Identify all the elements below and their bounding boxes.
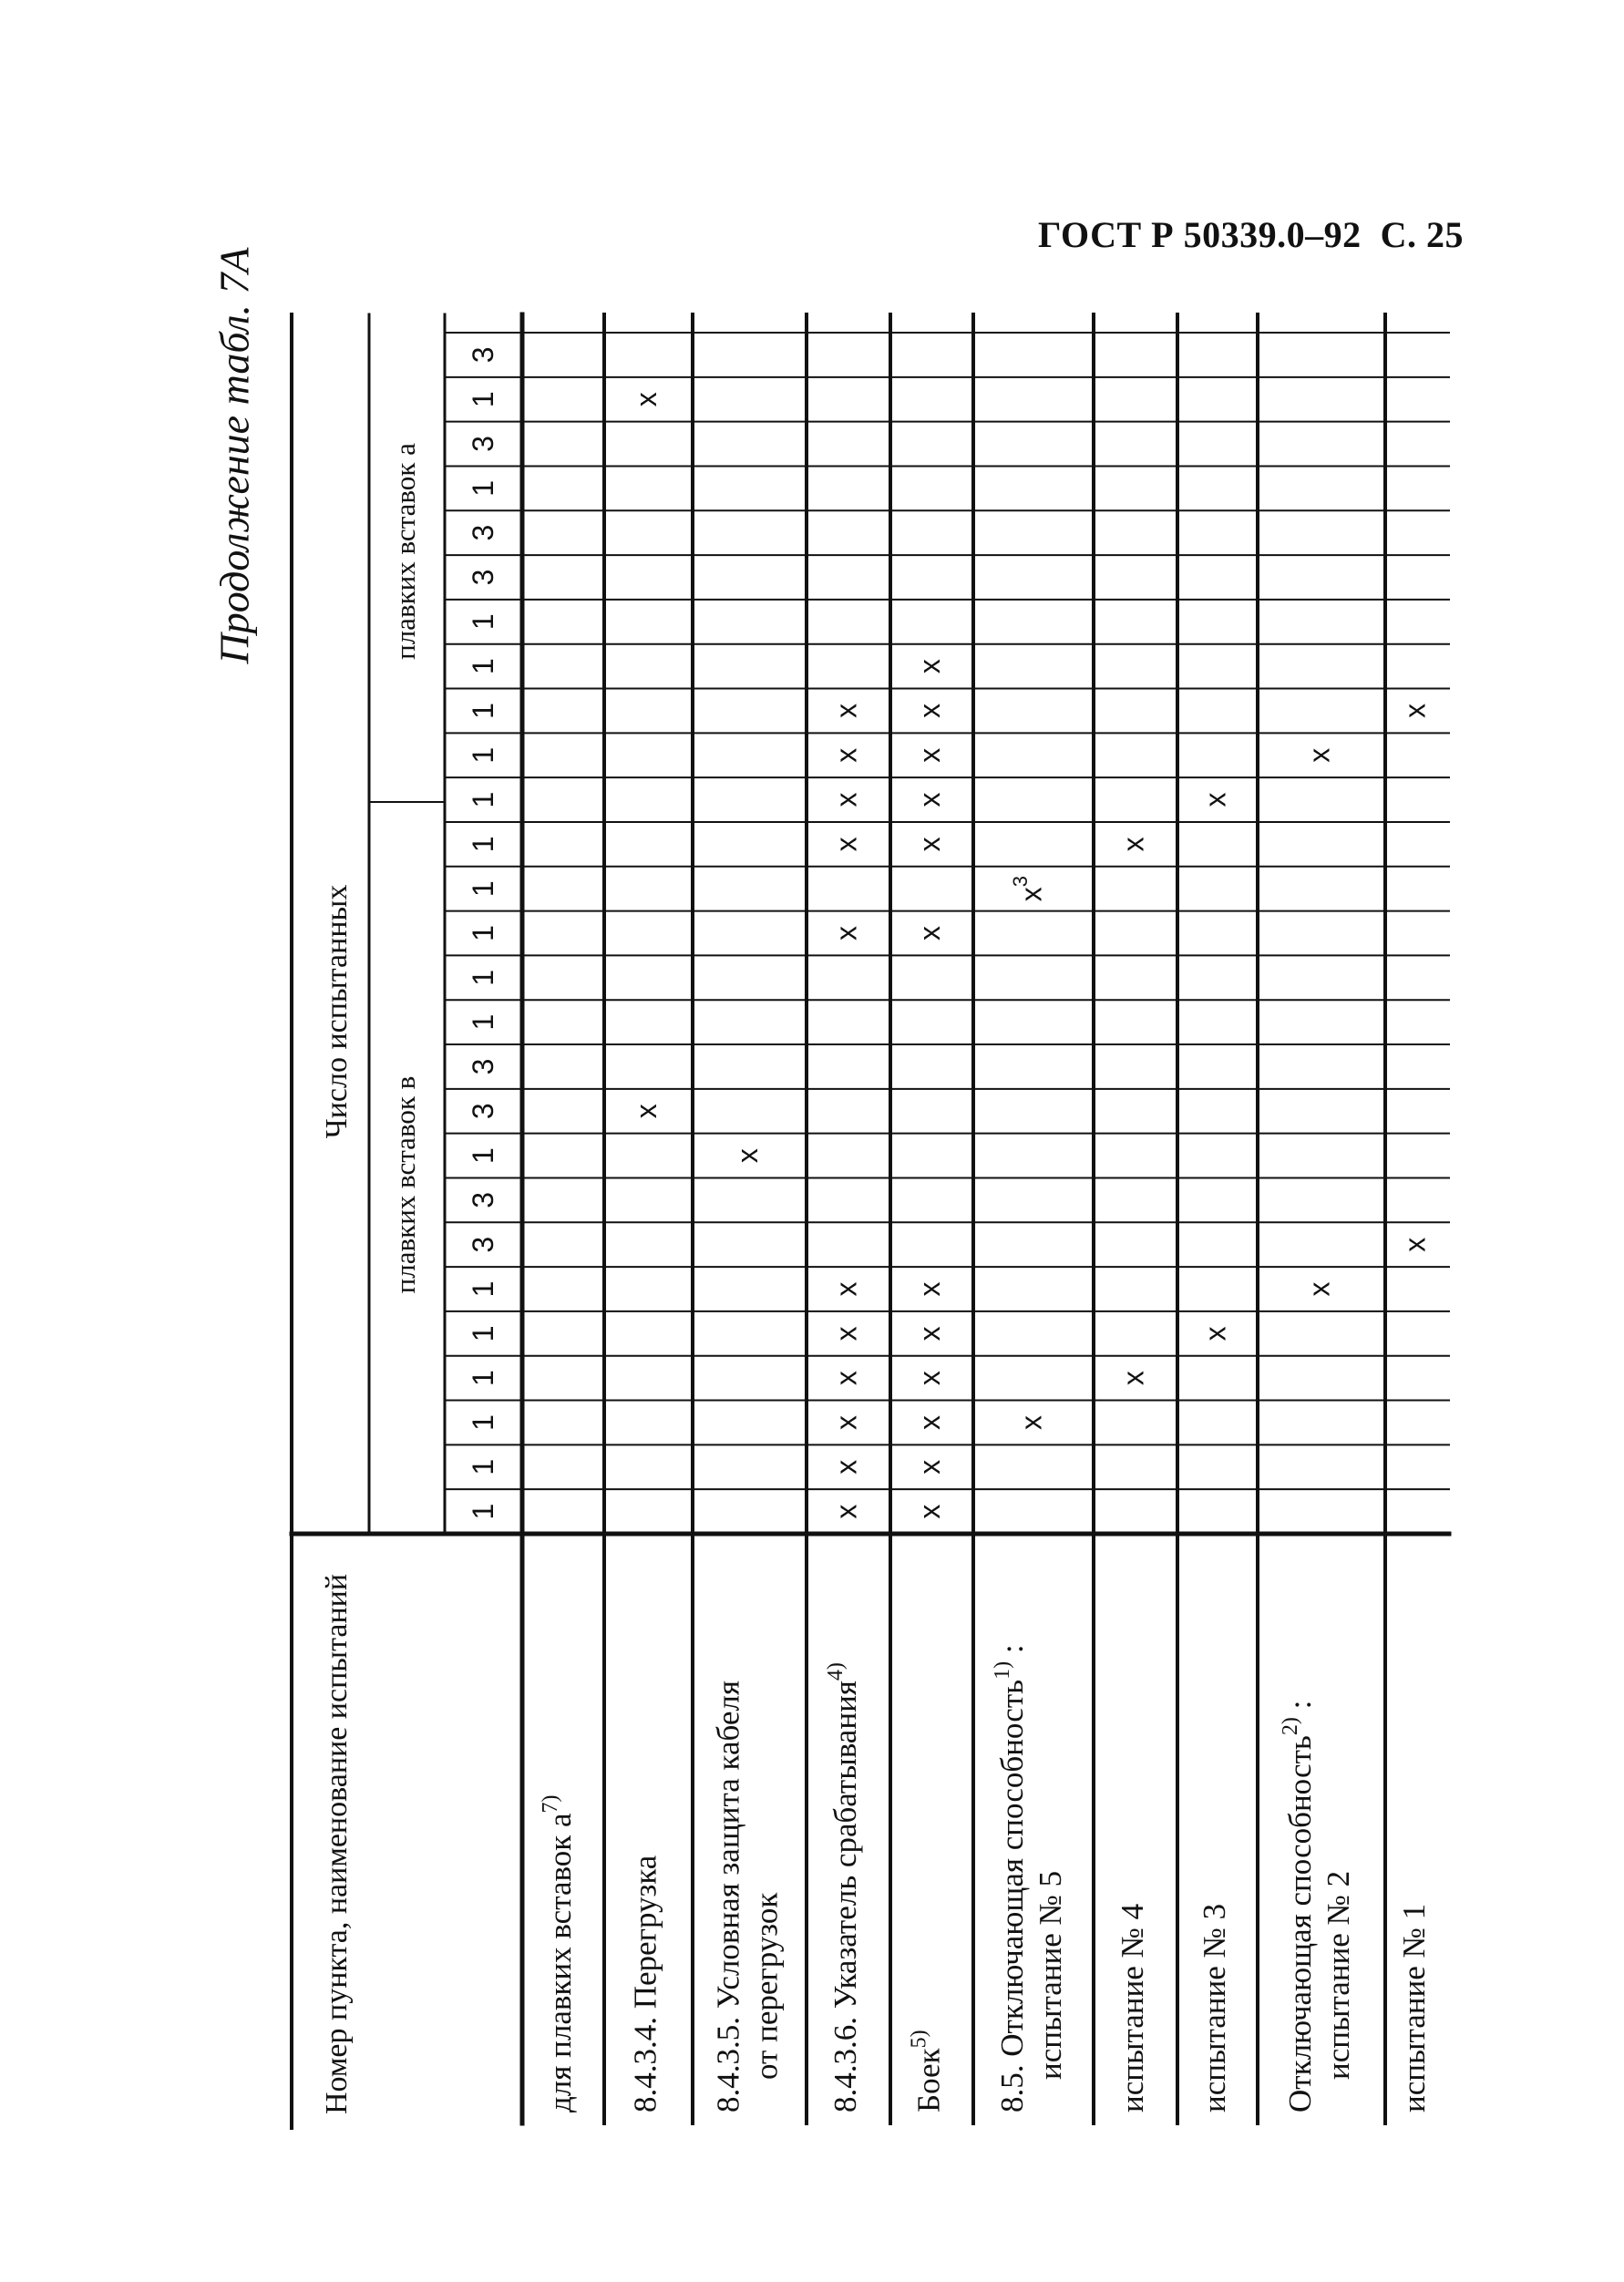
row-label-line2: испытание № 5 xyxy=(1033,1870,1069,2080)
count-cell: 1 xyxy=(466,880,499,898)
count-cell: 1 xyxy=(466,613,499,631)
row-label: испытание № 4 xyxy=(1115,1903,1151,2112)
row-label: испытание № 3 xyxy=(1197,1903,1233,2112)
test-mark: х xyxy=(829,703,863,718)
count-cell: 1 xyxy=(466,1370,499,1387)
test-mark: х xyxy=(629,392,663,407)
row-label: Боек$^{5)}$ xyxy=(907,2030,947,2112)
count-cell: 3 xyxy=(466,1236,499,1253)
test-mark: х xyxy=(1198,1326,1232,1341)
count-cell: 3 xyxy=(466,1191,499,1208)
test-mark: х xyxy=(829,926,863,941)
row-label: Отключающая способность$^{2)}$ : xyxy=(1278,1700,1319,2112)
count-cell: 1 xyxy=(466,658,499,675)
test-mark: х xyxy=(1014,1414,1048,1430)
count-cell: 1 xyxy=(466,391,499,408)
test-mark: х xyxy=(829,792,863,807)
test-mark: х xyxy=(829,747,863,763)
count-cell: 1 xyxy=(466,1147,499,1164)
column-header-tests: Номер пункта, наименование испытаний xyxy=(319,1573,354,2114)
test-mark: х xyxy=(629,1104,663,1119)
test-mark: х xyxy=(912,926,946,941)
test-mark: х xyxy=(912,1326,946,1341)
count-cell: 3 xyxy=(466,524,499,541)
count-cell: 1 xyxy=(466,703,499,719)
test-mark: х xyxy=(912,1504,946,1519)
test-mark: х xyxy=(829,1371,863,1386)
row-label-line2: испытание № 2 xyxy=(1321,1870,1357,2080)
test-mark: х xyxy=(829,1504,863,1519)
test-mark: х xyxy=(912,659,946,674)
test-mark: х xyxy=(829,1459,863,1475)
row-label: 8.4.3.5. Условная защита кабеля xyxy=(710,1681,746,2112)
count-cell: 1 xyxy=(466,1503,499,1520)
test-mark: х xyxy=(912,703,946,718)
test-mark: х xyxy=(1398,1237,1432,1252)
test-mark: х xyxy=(829,1281,863,1297)
test-mark: х xyxy=(912,747,946,763)
count-cell: 1 xyxy=(466,1458,499,1475)
count-cell: 1 xyxy=(466,746,499,764)
test-mark: х xyxy=(1398,703,1432,718)
test-mark: х xyxy=(1302,747,1336,763)
doc-number: ГОСТ Р 50339.0–92 xyxy=(1038,214,1362,255)
row-label: 8.4.3.6. Указатель срабатывания$^{4)}$ xyxy=(823,1662,864,2112)
test-mark: х xyxy=(829,837,863,852)
page-number: С. 25 xyxy=(1380,214,1464,255)
count-cell: 3 xyxy=(466,1058,499,1075)
row-label: 8.5. Отключающая способность$^{1)}$ : xyxy=(990,1644,1031,2112)
table-caption: Продолжение табл. 7А xyxy=(211,247,258,664)
test-mark: х xyxy=(1198,792,1232,807)
group-header-count: Число испытанных xyxy=(319,884,354,1139)
test-mark: х xyxy=(912,1459,946,1475)
count-cell: 1 xyxy=(466,1325,499,1342)
subgroup-header-a: плавких вставок а xyxy=(389,443,422,660)
count-cell: 1 xyxy=(466,925,499,941)
test-mark: х xyxy=(912,1371,946,1386)
subgroup-header-b: плавких вставок в xyxy=(389,1075,422,1294)
count-cell: 1 xyxy=(466,791,499,808)
test-mark: х xyxy=(912,1281,946,1297)
count-cell: 3 xyxy=(466,346,499,364)
test-mark: х xyxy=(912,837,946,852)
test-mark: х xyxy=(829,1414,863,1430)
count-cell: 1 xyxy=(466,479,499,497)
count-cell: 1 xyxy=(466,1280,499,1298)
row-label: испытание № 1 xyxy=(1396,1903,1433,2112)
test-mark: х xyxy=(1116,1371,1150,1386)
test-mark: х xyxy=(912,1414,946,1430)
count-cell: 1 xyxy=(466,1414,499,1431)
test-mark: х xyxy=(1302,1281,1336,1297)
test-mark: х xyxy=(912,792,946,807)
test-mark: х xyxy=(829,1326,863,1341)
count-cell: 3 xyxy=(466,436,499,452)
test-mark: х xyxy=(730,1148,764,1164)
row-label: для плавких вставок $а^{7)}$ xyxy=(538,1794,579,2112)
test-mark: х xyxy=(1116,837,1150,852)
count-cell: 1 xyxy=(466,969,499,986)
test-mark: $х^3$ xyxy=(1009,876,1048,902)
count-cell: 3 xyxy=(466,569,499,586)
count-cell: 1 xyxy=(466,836,499,853)
count-cell: 1 xyxy=(466,1013,499,1031)
row-label: 8.4.3.4. Перегрузка xyxy=(627,1855,663,2112)
count-cell: 3 xyxy=(466,1103,499,1120)
row-label-line2: от перегрузок xyxy=(748,1892,785,2080)
